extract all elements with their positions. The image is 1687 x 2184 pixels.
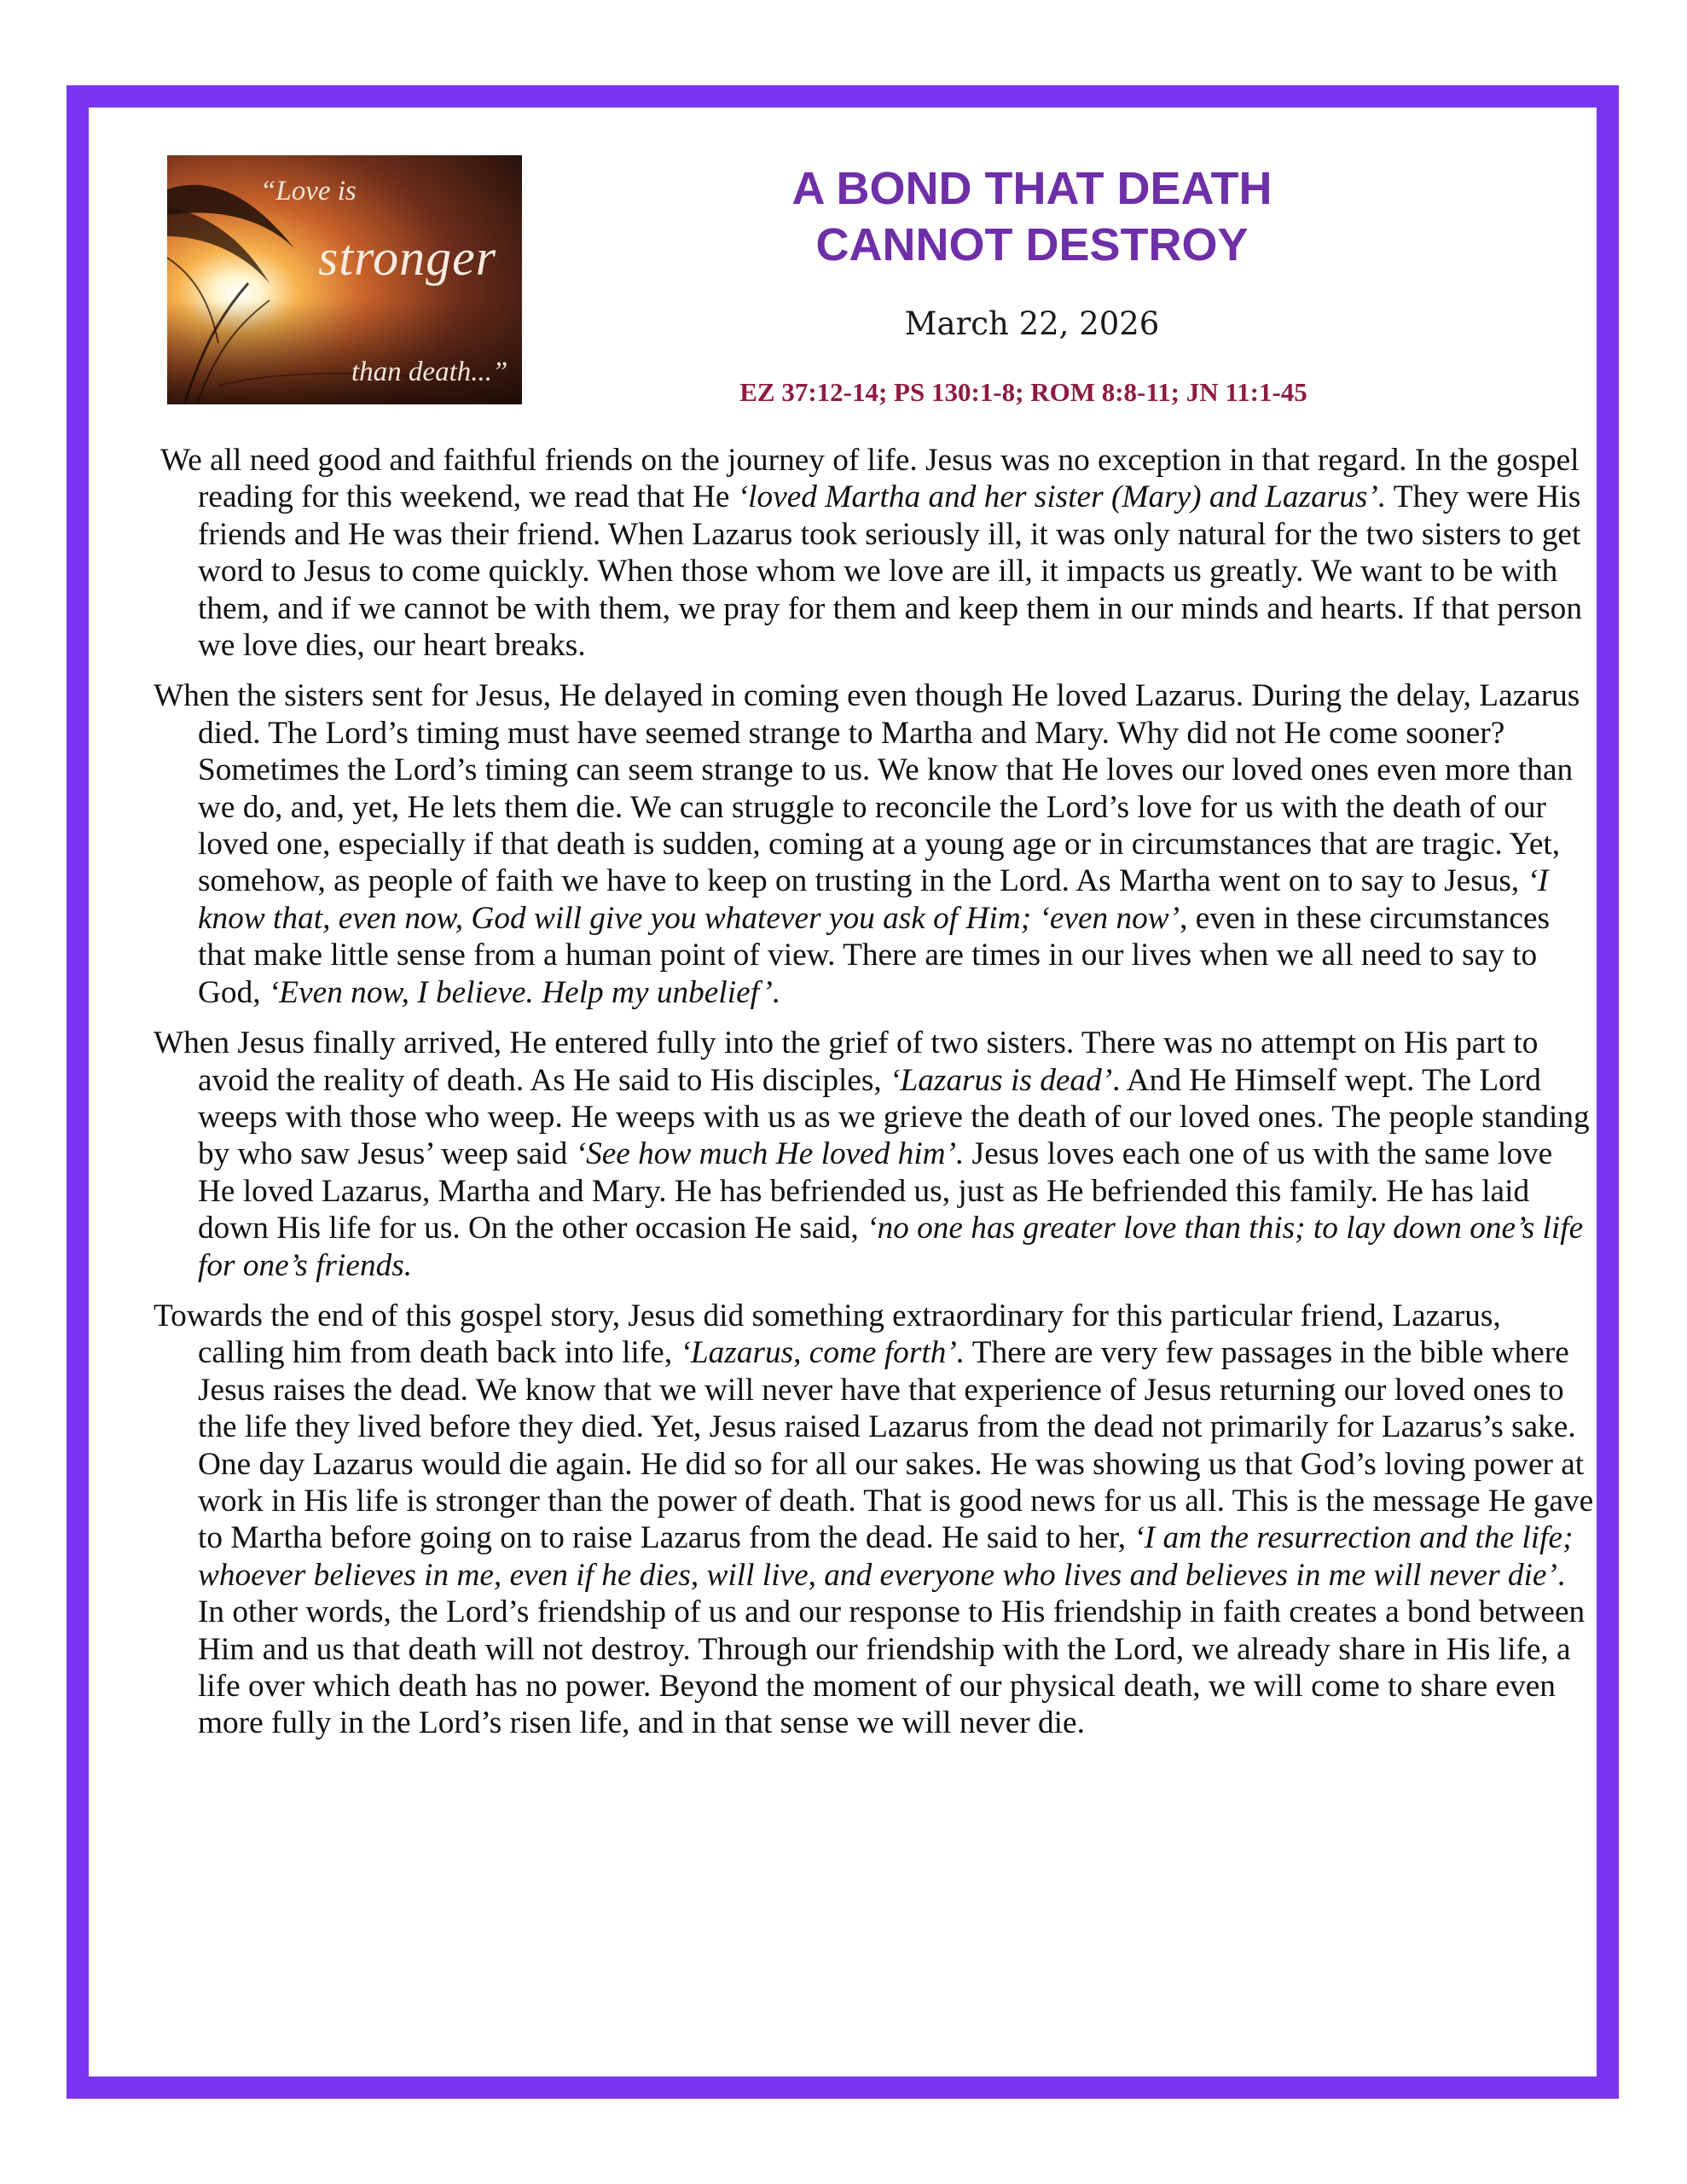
italic-quote: ‘no one has greater love than this; to lay down one’s life for one’s friends.: [198, 1211, 1584, 1283]
text-run: They were His friends and He was their friend. When Lazarus took seriously ill, it was only natural for the two sisters to get word to Jesus to come quickly. When those whom we love are ill, it impacts us greatly. We want to be with them, and if we cannot be with them, we pray for them and keep them in our minds and hearts. If that person we love dies, our heart breaks.: [198, 479, 1582, 664]
paragraph: [154, 1298, 1595, 1742]
date-line: March 22, 2026: [904, 305, 1160, 342]
text-run: . In other words, the Lord’s friendship of us and our response to His friendship in faith creates a bond between Him and us that death will not destroy. Through our friendship with the Lord, we already share in His life, a life over which death has no power. Beyond the moment of our physical death, we will come to share even more fully in the Lord’s risen life, and in that sense we will never die.: [198, 1557, 1586, 1741]
title-line-1: A BOND THAT DEATH: [791, 163, 1272, 214]
text-run: We all need good and faithful friends on the journey of life. Jesus was no exception in that regard. In the gospel reading for this weekend, we read that He: [160, 443, 1580, 515]
italic-quote: ‘Lazarus, come forth’.: [680, 1335, 965, 1371]
text-run: . And He Himself wept. The Lord weeps with those who weep. He weeps with us as we grieve the death of our loved ones. The people standing by who saw Jesus’ weep said: [198, 1062, 1590, 1172]
reflection-body: [154, 442, 1595, 1756]
image-quote-line-1: “Love is: [260, 176, 357, 206]
text-run: Towards the end of this gospel story, Jesus did something extraordinary for this particular friend, Lazarus, calling him from death back into life,: [154, 1298, 1501, 1371]
text-run: , even in these circumstances that make little sense from a human point of view. There are times in our lives when we all need to say to God,: [198, 900, 1551, 1010]
paragraph: [154, 442, 1595, 664]
text-run: Jesus loves each one of us with the same love He loved Lazarus, Martha and Mary. He has befriended us, just as He befriended this family. He has laid down His life for us. On the other occasion He said,: [198, 1136, 1553, 1246]
page-title: [648, 160, 1416, 273]
paragraph: [154, 1025, 1595, 1284]
italic-quote: ‘See how much He loved him’.: [575, 1136, 965, 1172]
image-quote-line-2: stronger: [318, 229, 497, 286]
scripture-readings: EZ 37:12-14; PS 130:1-8; ROM 8:8-11; JN 11:1-45: [739, 377, 1307, 407]
italic-quote: ‘loved Martha and her sister (Mary) and Lazarus’.: [737, 479, 1387, 515]
text-run: When the sisters sent for Jesus, He delayed in coming even though He loved Lazarus. During the delay, Lazarus died. The Lord’s timing must have seemed strange to Martha and Mary. Why did not He come sooner? Sometimes the Lord’s timing can seem strange to us. We know that He loves our loved ones even more than we do, and, yet, He lets them die. We can struggle to reconcile the Lord’s love for us with the death of our loved one, especially if that death is sudden, coming at a young age or in circumstances that are tragic. Yet, somehow, as people of faith we have to keep on trusting in the Lord. As Martha went on to say to Jesus,: [154, 678, 1580, 899]
italic-quote: ‘Even now, I believe. Help my unbelief’.: [268, 974, 781, 1010]
text-run: There are very few passages in the bible where Jesus raises the dead. We know that we will never have that experience of Jesus returning our loved ones to the life they lived before they died. Yet, Jesus raised Lazarus from the dead not primarily for Lazarus’s sake. One day Lazarus would die again. He did so for all our sakes. He was showing us that God’s loving power at work in His life is stronger than the power of death. That is good news for us all. This is the message He gave to Martha before going on to raise Lazarus from the dead. He said to her,: [198, 1335, 1594, 1556]
italic-quote: ‘I am the resurrection and the life; whoever believes in me, even if he dies, will live, and everyone who lives and believes in me will never die’: [198, 1520, 1574, 1593]
italic-quote: ‘Lazarus is dead’: [890, 1062, 1113, 1098]
text-run: When Jesus finally arrived, He entered fully into the grief of two sisters. There was no attempt on His part to avoid the reality of death. As He said to His disciples,: [154, 1025, 1539, 1098]
image-quote-line-3: than death...”: [351, 357, 508, 387]
title-line-2: CANNOT DESTROY: [815, 219, 1249, 270]
italic-quote: ‘I know that, even now, God will give you whatever you ask of Him; ‘even now’: [198, 863, 1549, 936]
paragraph: [154, 677, 1595, 1011]
